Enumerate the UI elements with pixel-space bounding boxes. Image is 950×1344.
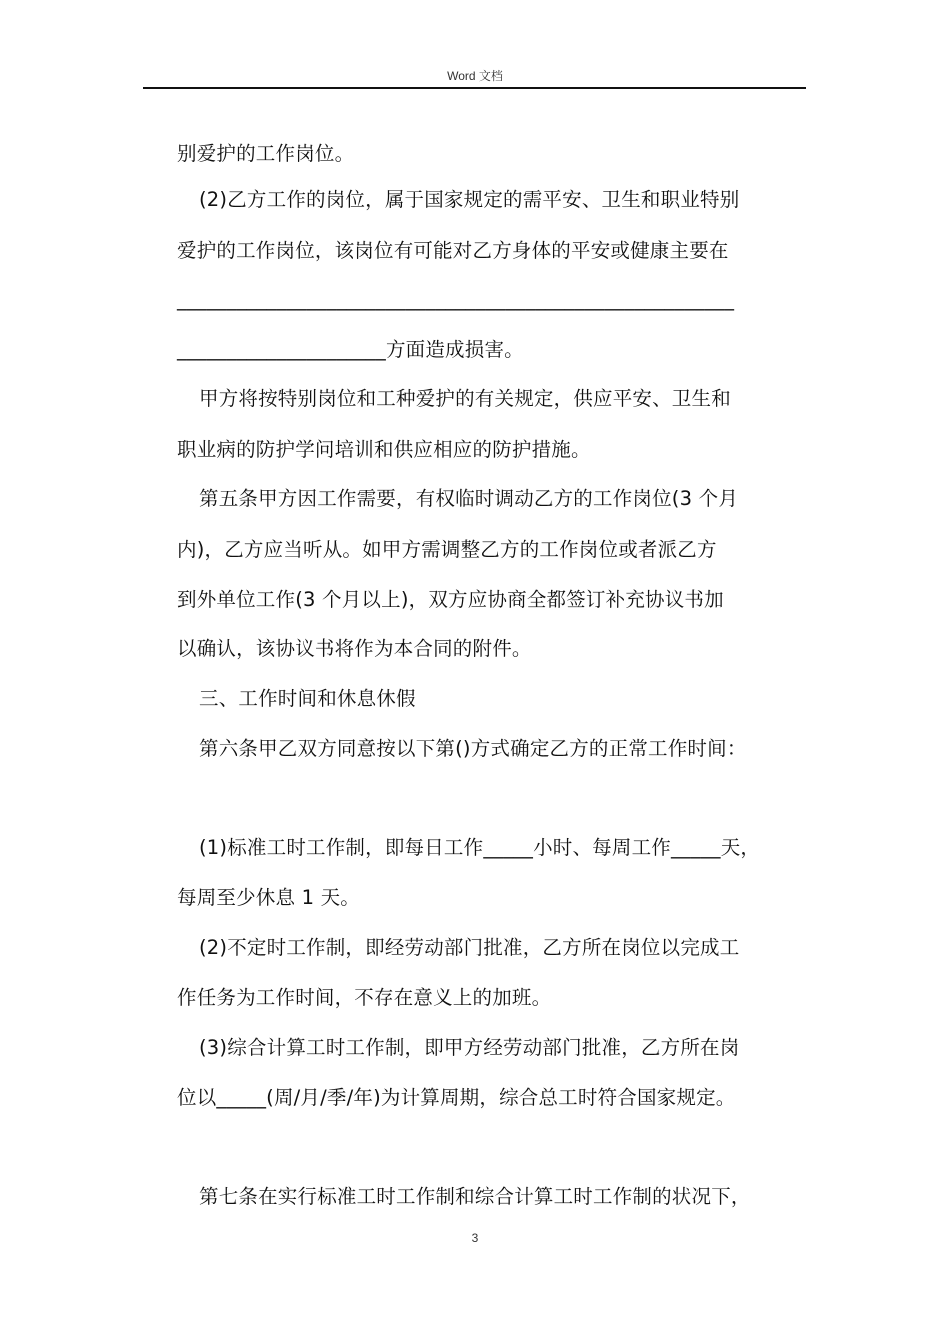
- body-line: 位以_____(周/月/季/年)为计算周期，综合总工时符合国家规定。: [177, 1086, 736, 1109]
- body-line: 内)，乙方应当听从。如甲方需调整乙方的工作岗位或者派乙方: [177, 538, 717, 561]
- body-line: 以确认，该协议书将作为本合同的附件。: [177, 637, 532, 660]
- body-line: 别爱护的工作岗位。: [177, 142, 355, 165]
- body-line: 第六条甲乙双方同意按以下第()方式确定乙方的正常工作时间：: [199, 737, 747, 760]
- body-line: (2)不定时工作制，即经劳动部门批准，乙方所在岗位以完成工: [199, 936, 740, 959]
- body-line: (2)乙方工作的岗位，属于国家规定的需平安、卫生和职业特别: [199, 188, 740, 211]
- body-line: 第五条甲方因工作需要，有权临时调动乙方的工作岗位(3 个月: [199, 487, 739, 510]
- body-line: 职业病的防护学问培训和供应相应的防护措施。: [177, 438, 591, 461]
- body-line: 到外单位工作(3 个月以上)，双方应协商全都签订补充协议书加: [177, 588, 724, 611]
- section-heading: 三、工作时间和休息休假: [199, 687, 416, 710]
- body-line: (1)标准工时工作制，即每日工作_____小时、每周工作_____天，: [199, 836, 761, 859]
- body-line: 甲方将按特别岗位和工种爱护的有关规定，供应平安、卫生和: [199, 387, 731, 410]
- body-line: 作任务为工作时间，不存在意义上的加班。: [177, 986, 552, 1009]
- body-line: 每周至少休息 1 天。: [177, 886, 361, 909]
- header-divider: [143, 87, 806, 89]
- blank-fill-line: ________________________________________________________: [177, 288, 735, 311]
- body-line: (3)综合计算工时工作制，即甲方经劳动部门批准，乙方所在岗: [199, 1036, 740, 1059]
- body-line: 第七条在实行标准工时工作制和综合计算工时工作制的状况下，: [199, 1185, 751, 1208]
- body-line: 爱护的工作岗位，该岗位有可能对乙方身体的平安或健康主要在: [177, 239, 729, 262]
- page-header-title: Word 文档: [447, 69, 503, 83]
- body-line: _____________________方面造成损害。: [177, 338, 524, 361]
- page-number: 3: [471, 1231, 479, 1245]
